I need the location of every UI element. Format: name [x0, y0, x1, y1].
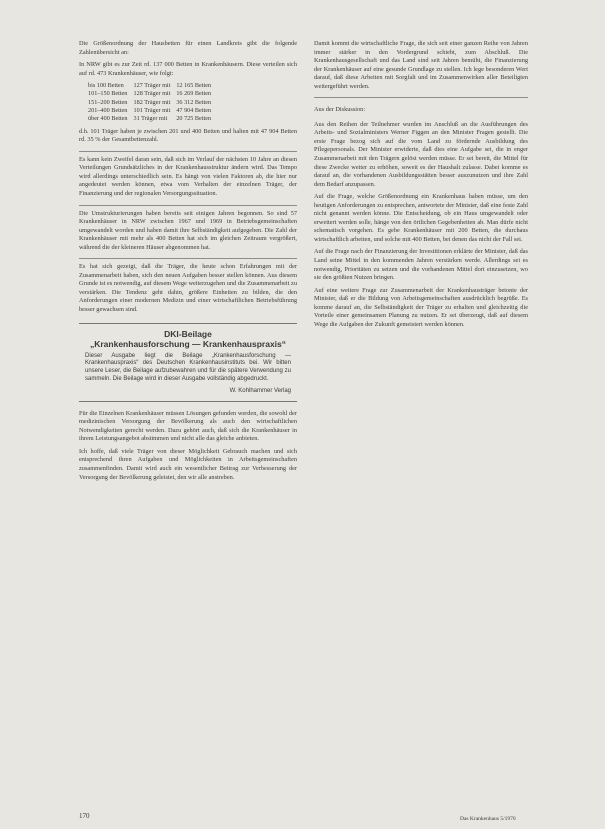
right-column	[314, 40, 528, 333]
table-cell: bis 100 Betten	[88, 82, 124, 90]
body-paragraph: Auf die Frage nach der Finanzierung der Investitionen erklärte der Minister, daß das Land seine Mittel in den kommenden Jahren verstärken werde. Allerdings sei es notwendig, Prioritäten zu setzen und die vorhandenen Mittel dort einzusetzen, wo sie den größten Nutzen bringen.	[314, 248, 528, 282]
notice-signature: W. Kohlhammer Verlag	[229, 388, 291, 395]
statistics-paragraph: In NRW gibt es zur Zeit rd. 137 000 Betten in Krankenhäusern. Diese verteilen sich auf rd. 473 Krankenhäuser, wie folgt:	[79, 61, 297, 77]
table-cell: 36 312 Betten	[176, 98, 212, 106]
body-paragraph: Es kann kein Zweifel daran sein, daß sich im Verlauf der nächsten 10 Jahre an diesen Verteilungen Grundsätzliches in der Krankenhausstruktur ändern wird. Das Tempo wird allerdings unterschiedlich sein. Es hängt von vielen Faktoren ab, die hier nur angedeutet werden können, etwa vom Verhalten der einzelnen Träger, der Finanzierung und der regionalen Versorgungssituation.	[79, 155, 297, 197]
body-paragraph: Für die Einzelnen Krankenhäuser müssen Lösungen gefunden werden, die sowohl der medizinischen Versorgung der Bevölkerung als auch den wirtschaftlichen Notwendigkeiten gerecht werden. Dazu gehört auch, daß sich die Krankenhäuser in ihrem Leistungsangebot abstimmen und nicht alle das gleiche anbieten.	[79, 409, 297, 443]
page-number: 170	[79, 812, 90, 820]
divider	[79, 205, 297, 206]
bed-statistics-table	[85, 82, 214, 123]
table-row	[85, 99, 214, 107]
divider	[314, 97, 528, 98]
body-paragraph: Ich hoffe, daß viele Träger von dieser Möglichkeit Gebrauch machen und sich entsprechend ihren Aufgaben und Möglichkeiten in Arbeitsgemeinschaften zusammenfinden. Damit wird auch ein wesentlicher Beitrag zur Verbesserung der Versorgung der Bevölkerung geleistet, den wir alle anstreben.	[79, 447, 297, 481]
table-cell: 201–400 Betten	[88, 107, 128, 115]
table-row	[85, 90, 214, 98]
dki-supplement-notice	[79, 323, 297, 402]
body-paragraph: Aus den Reihen der Teilnehmer wurden im Anschluß an die Ausführungen des Arbeits- und Sozialministers Werner Figgen an den Minister Fragen gestellt. Die erste Frage bezog sich auf die vom Land zu fördernde Ausbildung des Pflegepersonals. Der Minister erwiderte, daß dies eine Aufgabe sei, die in enger Zusammenarbeit mit den Trägern gelöst werden müsse. Er sei bereit, die Mittel für diese Zwecke weiter zu erhöhen, soweit es der Haushalt zulasse. Dabei komme es darauf an, die vorhandenen Ausbildungsstätten besser auszunutzen und ihre Zahl dem Bedarf anzupassen.	[314, 120, 528, 188]
body-paragraph: Es hat sich gezeigt, daß die Träger, die heute schon Erfahrungen mit der Zusammenarbeit haben, sich den neuen Aufgaben besser stellen können. Aus diesem Grunde ist es notwendig, auf diesem Wege weiterzugehen und die Zusammenarbeit zu verstärken. Die Tendenz geht dahin, größere Einheiten zu bilden, die den Anforderungen einer modernen Medizin und einer wirtschaftlichen Betriebsführung besser gewachsen sind.	[79, 263, 297, 313]
table-row	[85, 107, 214, 115]
source-line: Das Krankenhaus 5/1970	[460, 816, 516, 822]
table-row	[85, 115, 214, 123]
left-column	[79, 40, 297, 486]
divider	[79, 258, 297, 259]
table-cell: 101–150 Betten	[88, 90, 128, 98]
table-cell: 20 725 Betten	[176, 115, 212, 123]
table-cell: 12 165 Betten	[176, 82, 212, 90]
body-paragraph: Auf die Frage, welche Größenordnung ein Krankenhaus haben müsse, um den heutigen Anforderungen zu entsprechen, antwortete der Minister, daß eine feste Zahl nicht genannt werden könne. Die Entscheidung, ob ein Haus umgewandelt oder erweitert werden solle, hänge von den örtlichen Gegebenheiten ab. Man dürfe nicht schematisch vorgehen. Es gebe Krankenhäuser mit 200 Betten, die durchaus wirtschaftlich arbeiten, und solche mit 400 Betten, bei denen das nicht der Fall sei.	[314, 193, 528, 243]
table-cell: 47 904 Betten	[176, 107, 212, 115]
table-cell: 127 Träger mit	[133, 82, 171, 90]
divider	[79, 151, 297, 152]
body-paragraph: Damit kommt die wirtschaftliche Frage, die sich seit einer ganzen Reihe von Jahren immer stärker in den Vordergrund schiebt, zum Abschluß. Die Krankenhausgesellschaft und das Land sind seit Jahren bemüht, die Finanzierung der Krankenhäuser auf eine gesunde Grundlage zu stellen. Ich lege besonderen Wert darauf, daß diese Arbeiten mit Sorgfalt und im Zusammenwirken aller Beteiligten weitergeführt werden.	[314, 40, 528, 90]
table-row	[85, 82, 214, 90]
table-cell: über 400 Betten	[88, 115, 128, 123]
after-table-paragraph: d.h. 101 Träger haben je zwischen 201 und 400 Betten und halten mit 47 904 Betten rd. 35 % der Gesamtbettenzahl.	[79, 127, 297, 144]
table-cell: 128 Träger mit	[133, 90, 171, 98]
section-heading: Aus der Diskussion:	[314, 106, 366, 114]
table-cell: 182 Träger mit	[133, 98, 171, 106]
notice-title: DKI-Beilage	[164, 328, 212, 339]
table-cell: 101 Träger mit	[133, 107, 171, 115]
body-paragraph: Die Umstrukturierungen haben bereits seit einigen Jahren begonnen. So sind 57 Krankenhäuser in NRW zwischen 1967 und 1969 in Betriebsgemeinschaften umgewandelt worden und haben damit ihre Selbständigkeit aufgegeben. Die Zahl der Krankenhäuser mit mehr als 400 Betten hat sich im gleichen Zeitraum vergrößert, während die der kleineren Häuser abgenommen hat.	[79, 209, 297, 251]
notice-body: Dieser Ausgabe liegt die Beilage „Krankenhausforschung — Krankenhauspraxis“ des Deutschen Krankenhausinstituts bei. Wir bitten unsere Leser, die Beilage aufzubewahren und für die spätere Verwendung zu sammeln. Die Beilage wird in dieser Ausgabe vollständig abgedruckt.	[85, 352, 291, 383]
table-cell: 151–200 Betten	[88, 98, 128, 106]
intro-paragraph: Die Größenordnung der Hausbetten für einen Landkreis gibt die folgende Zahlenübersicht an:	[79, 40, 297, 56]
body-paragraph: Auf eine weitere Frage zur Zusammenarbeit der Krankenhausträger betonte der Minister, daß er die Bildung von Arbeitsgemeinschaften ausdrücklich begrüße. Es komme darauf an, die Selbständigkeit der Träger zu erhalten und gleichzeitig die Vorteile einer gemeinsamen Planung zu nutzen. Er sei überzeugt, daß auf diesem Wege die Aufgaben der Zukunft gemeistert werden können.	[314, 286, 528, 328]
table-cell: 16 269 Betten	[176, 90, 212, 98]
notice-subtitle: „Krankenhausforschung — Krankenhauspraxis“	[89, 338, 287, 349]
table-cell: 31 Träger mit	[133, 115, 168, 123]
